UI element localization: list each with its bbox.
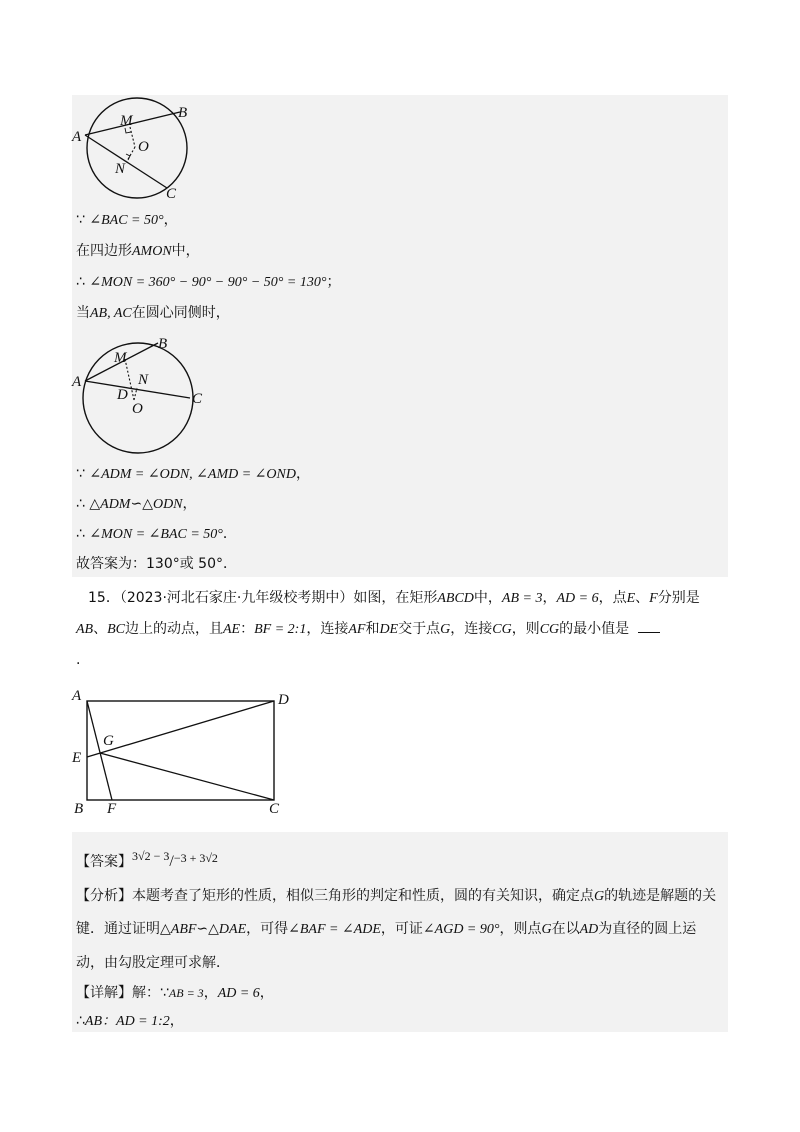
label-o: O (132, 401, 143, 417)
label-e: E (72, 750, 82, 766)
label-a: A (72, 374, 82, 390)
rect-abcd (87, 701, 274, 800)
analysis-line-3: 动，由勾股定理可求解． (76, 955, 230, 971)
answer-value-1: 3√2 − 3 (132, 849, 170, 863)
segment-om (130, 127, 135, 147)
sol-line-2: 在四边形AMON中， (76, 243, 200, 259)
segment-cg (100, 753, 274, 800)
sol-line-6: ∴ △ADM∽△ODN， (76, 496, 197, 512)
label-b: B (74, 801, 84, 817)
label-g: G (103, 733, 114, 749)
detail-line-2: ∴AB：AD = 1:2， (76, 1013, 184, 1029)
label-o: O (138, 139, 149, 155)
answer-separator: / (169, 853, 174, 870)
label-m: M (120, 113, 133, 129)
chord-ac (85, 135, 167, 188)
label-d: D (278, 692, 289, 708)
label-n: N (138, 372, 149, 388)
label-m: M (114, 350, 127, 366)
detail-label: 【详解】 (76, 985, 132, 1001)
sol-line-1: ∵ ∠BAC = 50°， (76, 212, 178, 228)
label-c: C (166, 186, 177, 202)
figure-rectangle (66, 684, 306, 820)
circle-o (87, 98, 187, 198)
analysis-line-1: 【分析】本题考查了矩形的性质，相似三角形的判定和性质，圆的有关知识，确定点G的轨迹是解题的关 (76, 888, 717, 904)
label-c: C (269, 801, 280, 817)
answer-blank (638, 620, 660, 633)
sol-line-8: 故答案为：130°或 50°． (76, 556, 237, 572)
sol-line-3: ∴ ∠MON = 360° − 90° − 90° − 50° = 130°； (76, 274, 341, 290)
figure-circle-same-side (70, 335, 220, 460)
label-b: B (178, 105, 188, 121)
label-n: N (115, 161, 126, 177)
analysis-line-2: 键．通过证明△ABF∽△DAE，可得∠BAF = ∠ADE，可证∠AGD = 90°，则点G在以AD为直径的圆上运 (76, 921, 697, 937)
label-a: A (72, 688, 82, 704)
right-angle-n (126, 154, 130, 160)
segment-de (87, 701, 274, 757)
label-c: C (192, 391, 203, 407)
sol-line-7: ∴ ∠MON = ∠BAC = 50°． (76, 526, 237, 542)
analysis-label: 【分析】 (76, 888, 132, 904)
label-b: B (158, 336, 168, 352)
sol-line-4: 当AB, AC在圆心同侧时， (76, 305, 230, 321)
sol-line-5: ∵ ∠ADM = ∠ODN, ∠AMD = ∠OND， (76, 466, 310, 482)
label-a: A (72, 129, 82, 145)
circle-o (83, 343, 193, 453)
q15-line-3: . (76, 652, 81, 668)
label-d: D (117, 387, 128, 403)
answer-line (76, 846, 218, 872)
detail-line-1: 【详解】解：∵AB = 3，AD = 6， (76, 985, 274, 1001)
figure-circle-opposite (70, 95, 210, 205)
q15-line-1: 15．（2023·河北石家庄·九年级校考期中）如图，在矩形ABCD中，AB = 3，AD = 6，点E、F分别是 (88, 590, 700, 606)
answer-label: 【答案】 (76, 854, 132, 870)
label-f: F (107, 801, 117, 817)
answer-value-2: −3 + 3√2 (173, 851, 218, 865)
q15-line-2: AB、BC边上的动点，且AE：BF = 2:1，连接AF和DE交于点G，连接CG，则CG的最小值是 (76, 619, 660, 640)
